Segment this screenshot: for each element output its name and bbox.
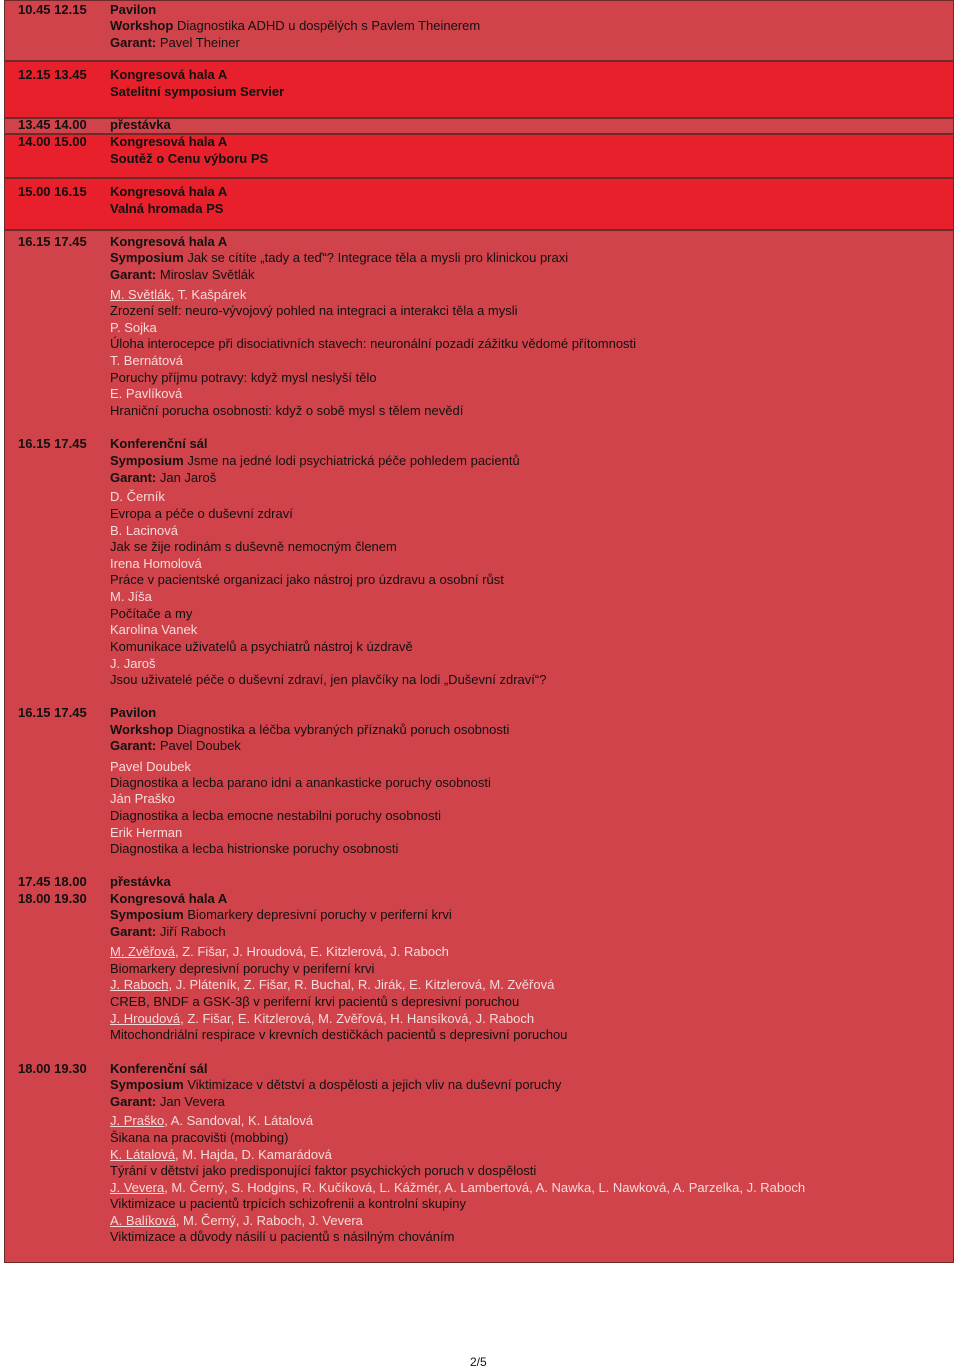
session-type: Workshop [110, 722, 174, 737]
session-title-line [110, 722, 509, 738]
talk-authors: Ján Praško [110, 791, 176, 806]
talk-authors: M. Jíša [110, 589, 152, 604]
talk-authors [110, 1180, 805, 1196]
talk-title: Diagnostika a lecba parano idni a anankasticke poruchy osobnosti [110, 775, 491, 790]
talk-authors [110, 944, 449, 960]
co-authors: , A. Sandoval, K. Látalová [164, 1113, 314, 1128]
talk-authors [110, 977, 554, 993]
garant-label: Garant: [110, 470, 157, 485]
talk-authors: Pavel Doubek [110, 759, 191, 774]
session-title: Diagnostika a léčba vybraných příznaků poruch osobnosti [176, 722, 510, 737]
session-garant-line [110, 35, 240, 51]
garant-label: Garant: [110, 738, 157, 753]
talk-authors: D. Černík [110, 489, 165, 504]
talk-title: Mitochondriální respirace v krevních destičkách pacientů s depresivní poruchou [110, 1027, 568, 1042]
garant-name: Pavel Theiner [159, 35, 240, 50]
session-time: 16.15 17.45 [18, 705, 87, 720]
session-title: Jak se cítíte „tady a teď“? Integrace těla a mysli pro klinickou praxi [187, 250, 569, 265]
talk-title: Diagnostika a lecba emocne nestabilni poruchy osobnosti [110, 808, 441, 823]
talk-authors: T. Bernátová [110, 353, 183, 368]
talk-authors [110, 1011, 534, 1027]
garant-name: Pavel Doubek [159, 738, 241, 753]
talk-authors: J. Jaroš [110, 656, 156, 671]
session-title-line [110, 18, 480, 34]
co-authors: , M. Černý, S. Hodgins, R. Kučíková, L. Kážmér, A. Lambertová, A. Nawka, L. Nawková, A. Parzelka, J. Raboch [164, 1180, 806, 1195]
talk-title: Práce v pacientské organizaci jako nástroj pro úzdravu a osobní růst [110, 572, 504, 587]
lead-author: K. Látalová [110, 1147, 176, 1162]
garant-label: Garant: [110, 1094, 157, 1109]
session-title-line [110, 1077, 561, 1093]
talk-authors: E. Pavlíková [110, 386, 183, 401]
talk-title: Jak se žije rodinám s duševně nemocným členem [110, 539, 397, 554]
talk-title: Šikana na pracovišti (mobbing) [110, 1130, 289, 1145]
co-authors: , J. Pláteník, Z. Fišar, R. Buchal, R. Jirák, E. Kitzlerová, M. Zvěřová [168, 977, 555, 992]
lead-author: J. Raboch [110, 977, 169, 992]
talk-title: Hraniční porucha osobnosti: když o sobě mysl s tělem nevědí [110, 403, 464, 418]
page-number: 2/5 [470, 1355, 487, 1369]
session-type: Symposium [110, 907, 184, 922]
session-venue: Kongresová hala A [110, 184, 228, 199]
talk-title: Poruchy příjmu potravy: když mysl neslyší tělo [110, 370, 377, 385]
talk-title: Týrání v dětství jako predisponující faktor psychických poruch v dospělosti [110, 1163, 537, 1178]
co-authors: , M. Černý, J. Raboch, J. Vevera [175, 1213, 363, 1228]
lead-author: M. Světlák [110, 287, 171, 302]
session-time: 16.15 17.45 [18, 436, 87, 451]
session-time: 13.45 14.00 [18, 117, 87, 132]
session-type: Symposium [110, 1077, 184, 1092]
session-title: Valná hromada PS [110, 201, 224, 216]
session-venue: Konferenční sál [110, 1061, 208, 1076]
talk-title: Biomarkery depresivní poruchy v periferní krvi [110, 961, 375, 976]
session-title-line [110, 453, 520, 469]
session-venue: Kongresová hala A [110, 234, 228, 249]
session-type: Workshop [110, 18, 174, 33]
session-garant-line [110, 1094, 225, 1110]
garant-name: Jiří Raboch [159, 924, 226, 939]
talk-authors: Irena Homolová [110, 556, 202, 571]
talk-authors: P. Sojka [110, 320, 157, 335]
session-title: Jsme na jedné lodi psychiatrická péče pohledem pacientů [187, 453, 520, 468]
talk-authors [110, 1213, 363, 1229]
talk-title: Jsou uživatelé péče o duševní zdraví, jen plavčíky na lodi „Duševní zdraví“? [110, 672, 547, 687]
co-authors: , M. Hajda, D. Kamarádová [175, 1147, 332, 1162]
session-venue: Pavilon [110, 2, 157, 17]
break-label: přestávka [110, 874, 171, 889]
garant-name: Jan Jaroš [159, 470, 217, 485]
session-title: Soutěž o Cenu výboru PS [110, 151, 269, 166]
break-label: přestávka [110, 117, 171, 132]
talk-title: Zrození self: neuro-vývojový pohled na integraci a interakci těla a mysli [110, 303, 518, 318]
lead-author: J. Vevera [110, 1180, 165, 1195]
talk-authors [110, 1113, 313, 1129]
session-time: 12.15 13.45 [18, 67, 87, 82]
co-authors: , T. Kašpárek [170, 287, 247, 302]
lead-author: M. Zvěřová [110, 944, 176, 959]
session-time: 10.45 12.15 [18, 2, 87, 17]
garant-label: Garant: [110, 924, 157, 939]
session-type: Symposium [110, 453, 184, 468]
talk-title: Komunikace uživatelů a psychiatrů nástroj k úzdravě [110, 639, 413, 654]
session-time: 15.00 16.15 [18, 184, 87, 199]
lead-author: A. Balíková [110, 1213, 176, 1228]
session-venue: Kongresová hala A [110, 67, 228, 82]
garant-name: Miroslav Světlák [159, 267, 255, 282]
talk-authors: Erik Herman [110, 825, 183, 840]
talk-title: Počítače a my [110, 606, 193, 621]
session-venue: Kongresová hala A [110, 134, 228, 149]
garant-label: Garant: [110, 35, 157, 50]
session-title: Biomarkery depresivní poruchy v periferní krvi [187, 907, 452, 922]
talk-authors: Karolina Vanek [110, 622, 198, 637]
talk-title: Viktimizace u pacientů trpících schizofrenii a kontrolní skupiny [110, 1196, 466, 1211]
talk-authors [110, 287, 246, 303]
talk-title: CREB, BNDF a GSK-3β v periferní krvi pacientů s depresivní poruchou [110, 994, 520, 1009]
talk-title: Viktimizace a důvody násilí u pacientů s násilným chováním [110, 1229, 455, 1244]
session-title-line [110, 250, 568, 266]
talk-authors [110, 1147, 332, 1163]
lead-author: J. Hroudová [110, 1011, 181, 1026]
session-title: Viktimizace v dětství a dospělosti a jejich vliv na duševní poruchy [187, 1077, 562, 1092]
session-title: Satelitní symposium Servier [110, 84, 285, 99]
session-garant-line [110, 267, 255, 283]
session-time: 16.15 17.45 [18, 234, 87, 249]
session-type: Symposium [110, 250, 184, 265]
talk-title: Diagnostika a lecba histrionske poruchy osobnosti [110, 841, 399, 856]
session-garant-line [110, 738, 241, 754]
session-time: 14.00 15.00 [18, 134, 87, 149]
session-venue: Pavilon [110, 705, 157, 720]
session-time: 18.00 19.30 [18, 891, 87, 906]
session-time: 18.00 19.30 [18, 1061, 87, 1076]
lead-author: J. Praško [110, 1113, 165, 1128]
session-time: 17.45 18.00 [18, 874, 87, 889]
talk-authors: B. Lacinová [110, 523, 178, 538]
session-garant-line [110, 470, 216, 486]
talk-title: Úloha interocepce při disociativních stavech: neuronální pozadí zážitku vědomé přítomnosti [110, 336, 637, 351]
session-garant-line [110, 924, 226, 940]
session-venue: Kongresová hala A [110, 891, 228, 906]
garant-name: Jan Vevera [159, 1094, 225, 1109]
co-authors: , Z. Fišar, E. Kitzlerová, M. Zvěřová, H. Hansíková, J. Raboch [180, 1011, 535, 1026]
session-title: Diagnostika ADHD u dospělých s Pavlem Theinerem [176, 18, 481, 33]
co-authors: , Z. Fišar, J. Hroudová, E. Kitzlerová, J. Raboch [175, 944, 449, 959]
session-venue: Konferenční sál [110, 436, 208, 451]
talk-title: Evropa a péče o duševní zdraví [110, 506, 293, 521]
session-title-line [110, 907, 452, 923]
garant-label: Garant: [110, 267, 157, 282]
